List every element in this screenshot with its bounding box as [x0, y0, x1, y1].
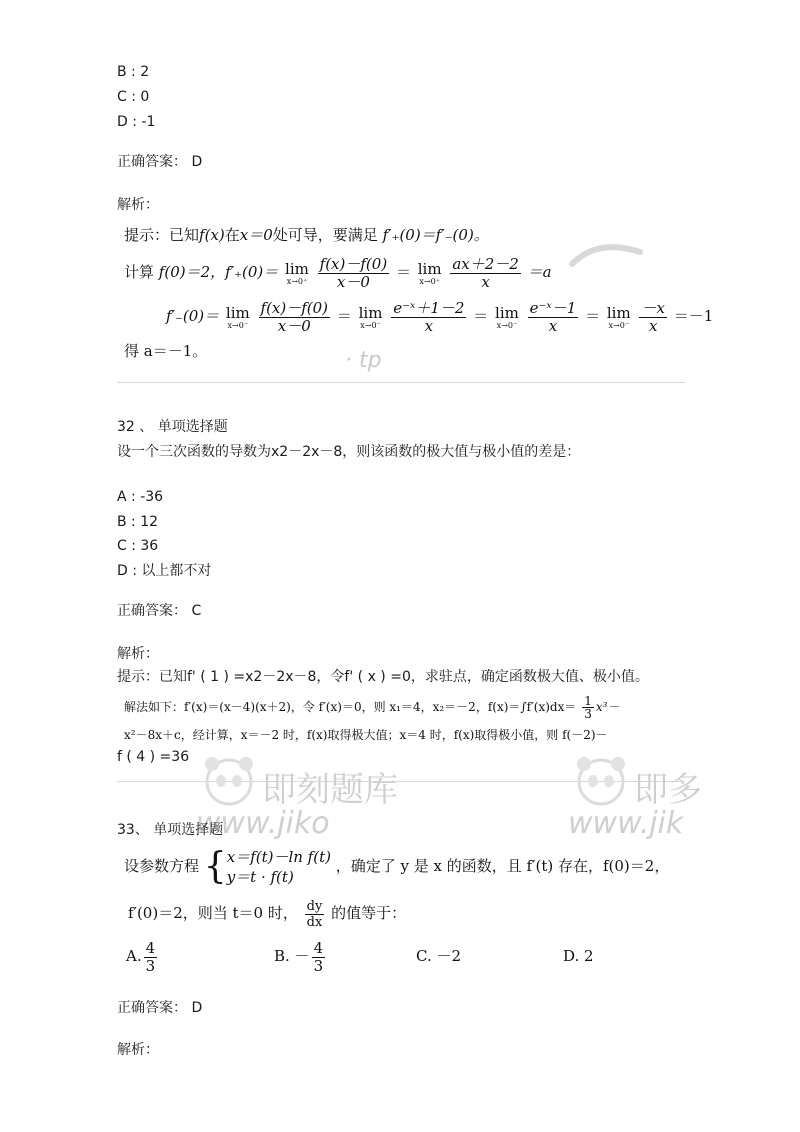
q31-option-c: C : 0	[117, 89, 150, 105]
watermark-brand: 即刻题库	[262, 770, 398, 810]
q31-solution-line2: 计算 f(0)＝2，f′₊(0)＝ lim x→0⁺ $\frac{f(x)-f(0)}{x-0}$ ＝ lim x→0⁺ $\frac{ax+2-2}{x}$ ＝a	[124, 254, 552, 291]
q31-option-b: B : 2	[117, 64, 150, 80]
q31-solution-line4: 得 a＝－1。	[124, 342, 208, 360]
q32-solution-line1: 解法如下：f′(x)＝(x－4)(x＋2)，令 f′(x)＝0，则 x₁＝4，x₂＝－2，f(x)＝∫f′(x)dx＝ $\frac{1}{3}$ x³－	[124, 694, 620, 721]
q31-solution-line3: f′₋(0)＝ lim x→0⁻ $\frac{f(x)-f(0)}{x-0}$ ＝ lim x→0⁻ $\frac{\text{e⁻ˣ＋1－2}}{x}$ ＝ lim x→0⁻ $\frac{\text{e⁻ˣ－1}}{x}$ ＝ lim x→0⁻ $\frac{-x}{x}$ ＝－1	[166, 298, 714, 335]
q31-analysis-label: 解析：	[117, 197, 159, 213]
divider	[117, 382, 685, 383]
q33-analysis-label: 解析：	[117, 1042, 159, 1058]
q31-solution-line1: 提示：已知f(x)在x＝0处可导，要满足 f′₊(0)＝f′₋(0)。	[124, 226, 489, 244]
panda-watermark-icon	[572, 752, 630, 808]
q33-answer: 正确答案： D	[117, 1000, 203, 1016]
q32-header: 32 、 单项选择题	[117, 419, 228, 435]
watermark-url: www.jiko	[196, 806, 330, 841]
q31-answer: 正确答案： D	[117, 154, 203, 170]
q33-stem-line1: 设参数方程 { x＝f(t)－ln f(t) y＝t · f(t) ，确定了 y 是 x 的函数，且 f′(t) 存在，f(0)＝2，	[124, 846, 670, 887]
watermark-swoosh-icon	[568, 236, 648, 276]
q33-header: 33、 单项选择题	[117, 822, 224, 838]
watermark-url: www.jik	[568, 806, 684, 841]
q33-option-d: D. 2	[563, 947, 594, 965]
q33-option-c: C. －2	[416, 947, 462, 965]
q32-analysis-label: 解析：	[117, 646, 159, 662]
q32-option-d: D : 以上都不对	[117, 563, 212, 579]
q33-option-b: B. － $\frac{4}{3}$	[274, 938, 324, 975]
q32-solution-line3: f ( 4 ) =36	[117, 749, 190, 765]
q32-option-b: B : 12	[117, 514, 159, 530]
watermark-fragment: · tp	[345, 348, 382, 373]
q32-solution-line2: x²－8x＋c，经计算，x＝－2 时，f(x)取得极大值；x＝4 时，f(x)取得极小值，则 f(－2)－	[124, 728, 608, 742]
q31-option-d: D : -1	[117, 114, 156, 130]
q32-hint: 提示：已知f' ( 1 ) =x2－2x－8，令f' ( x ) =0，求驻点，确定函数极大值、极小值。	[117, 669, 649, 685]
q33-option-a: A. $\frac{4}{3}$	[126, 938, 156, 975]
q33-stem-line2: f′(0)＝2，则当 t＝0 时， $\frac{dy}{dx}$ 的值等于：	[128, 898, 407, 930]
watermark-brand: 即多	[634, 770, 702, 810]
panda-watermark-icon	[200, 752, 258, 808]
q32-option-a: A : -36	[117, 489, 164, 505]
q32-question: 设一个三次函数的导数为x2－2x－8，则该函数的极大值与极小值的差是：	[117, 444, 581, 460]
q32-answer: 正确答案： C	[117, 603, 202, 619]
q32-option-c: C : 36	[117, 538, 159, 554]
